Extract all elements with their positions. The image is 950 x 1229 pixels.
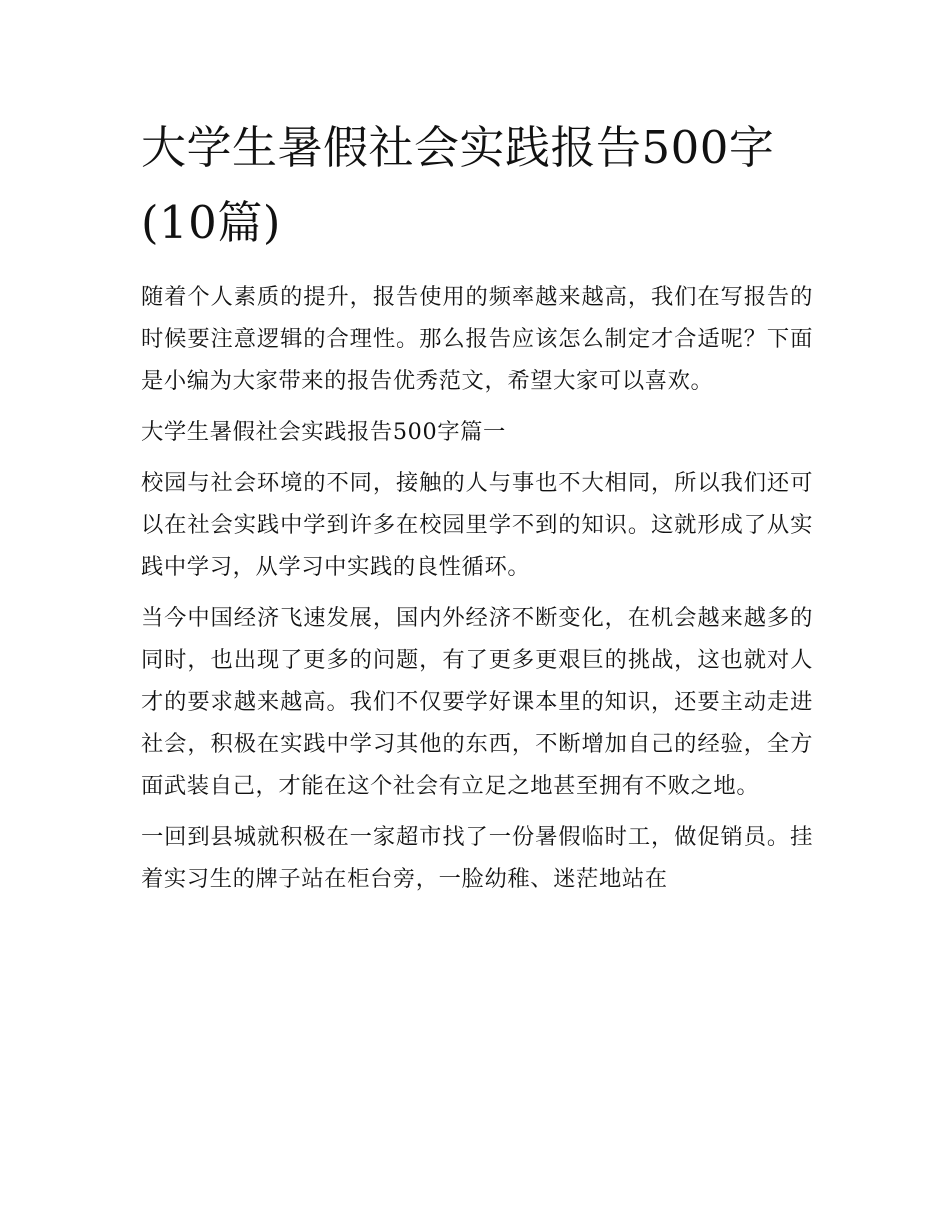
- document-page: [141, 110, 813, 900]
- document-title: 大学生暑假社会实践报告500字(10篇): [141, 121, 775, 249]
- intro-paragraph: 随着个人素质的提升，报告使用的频率越来越高，我们在写报告的时候要注意逻辑的合理性。那么报告应该怎么制定才合适呢？下面是小编为大家带来的报告优秀范文，希望大家可以喜欢。: [141, 284, 813, 394]
- body-paragraph-1: 校园与社会环境的不同，接触的人与事也不大相同，所以我们还可以在社会实践中学到许多在校园里学不到的知识。这就形成了从实践中学习，从学习中实践的良性循环。: [141, 470, 813, 580]
- body-paragraph-3: 一回到县城就积极在一家超市找了一份暑假临时工，做促销员。挂着实习生的牌子站在柜台旁，一脸幼稚、迷茫地站在: [141, 824, 813, 892]
- section-heading: 大学生暑假社会实践报告500字篇一: [141, 419, 506, 445]
- body-paragraph-2: 当今中国经济飞速发展，国内外经济不断变化，在机会越来越多的同时，也出现了更多的问题，有了更多更艰巨的挑战，这也就对人才的要求越来越高。我们不仅要学好课本里的知识，还要主动走进社会，积极在实践中学习其他的东西，不断增加自己的经验，全方面武装自己，才能在这个社会有立足之地甚至拥有不败之地。: [141, 605, 813, 799]
